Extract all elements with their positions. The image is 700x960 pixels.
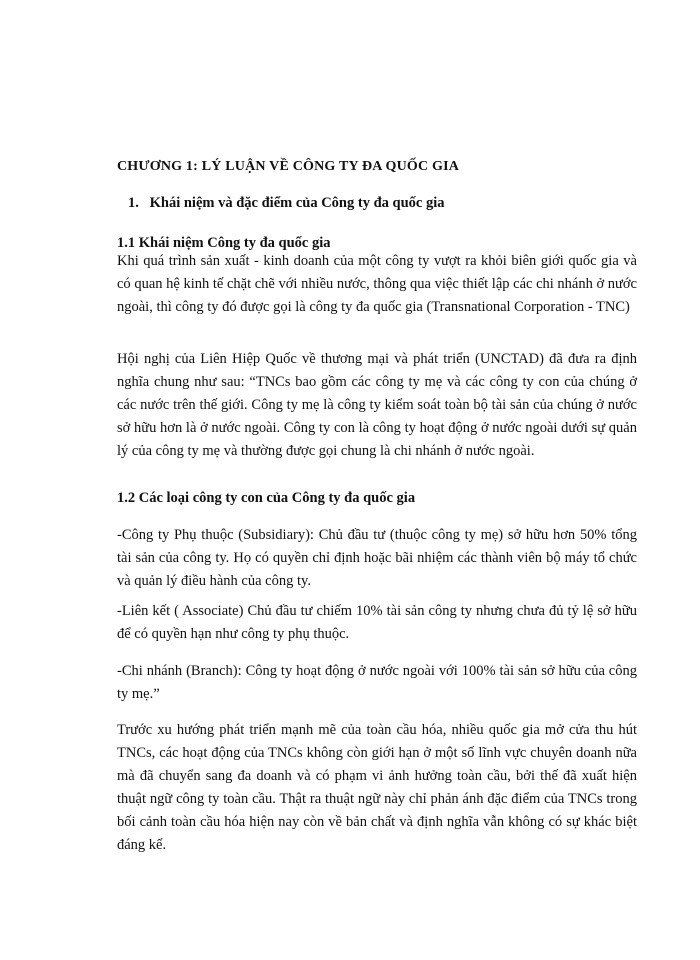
section-number: 1. (128, 195, 139, 211)
paragraph-globalization: Trước xu hướng phát triển mạnh mẽ của toàn cầu hóa, nhiều quốc gia mở cửa thu hút TNCs, các hoạt động của TNCs không còn giới hạn ở một số lĩnh vực chuyên doanh nữa mà đã chuyển sang đa doanh và có phạm vi ảnh hưởng toàn cầu, bởi thế đã xuất hiện thuật ngữ công ty toàn cầu. Thật ra thuật ngữ này chỉ phản ánh đặc điểm của TNCs trong bối cảnh toàn cầu hóa hiện nay còn về bản chất và định nghĩa vẫn không có sự khác biệt đáng kể. (117, 722, 637, 853)
subsection-heading-1-1: 1.1 Khái niệm Công ty đa quốc gia (117, 235, 331, 251)
list-item-branch: -Chi nhánh (Branch): Công ty hoạt động ở nước ngoài với 100% tài sản sở hữu của công ty mẹ.” (117, 663, 637, 702)
section-heading (128, 192, 648, 215)
subsection-heading-1-2: 1.2 Các loại công ty con của Công ty đa quốc gia (117, 490, 416, 506)
section-title: Khái niệm và đặc điểm của Công ty đa quốc gia (149, 195, 445, 211)
list-item-subsidiary: -Công ty Phụ thuộc (Subsidiary): Chủ đầu tư (thuộc công ty mẹ) sở hữu hơn 50% tổng tài sản của công ty. Họ có quyền chỉ định hoặc bãi nhiệm các thành viên bộ máy tổ chức và quản lý điều hành của công ty. (117, 527, 637, 589)
paragraph-unctad: Hội nghị của Liên Hiệp Quốc về thương mại và phát triển (UNCTAD) đã đưa ra định nghĩa chung như sau: “TNCs bao gồm các công ty mẹ và các công ty con của chúng ở các nước trên thế giới. Công ty mẹ là công ty kiểm soát toàn bộ tài sản của chúng ở nước sở hữu hơn là ở nước ngoài. Công ty con là công ty hoạt động ở nước ngoài dưới sự quản lý của công ty mẹ và thường được gọi chung là chi nhánh ở nước ngoài. (117, 351, 637, 459)
chapter-title: CHƯƠNG 1: LÝ LUẬN VỀ CÔNG TY ĐA QUỐC GIA (117, 159, 460, 174)
list-item-associate: -Liên kết ( Associate) Chủ đầu tư chiếm 10% tài sản công ty nhưng chưa đủ tỷ lệ sở hữu để có quyền hạn như công ty phụ thuộc. (117, 603, 637, 642)
paragraph-definition: Khi quá trình sản xuất - kinh doanh của một công ty vượt ra khỏi biên giới quốc gia và có quan hệ kinh tế chặt chẽ với nhiều nước, thông qua việc thiết lập các chi nhánh ở nước ngoài, thì công ty đó được gọi là công ty đa quốc gia (Transnational Corporation - TNC) (117, 253, 637, 315)
